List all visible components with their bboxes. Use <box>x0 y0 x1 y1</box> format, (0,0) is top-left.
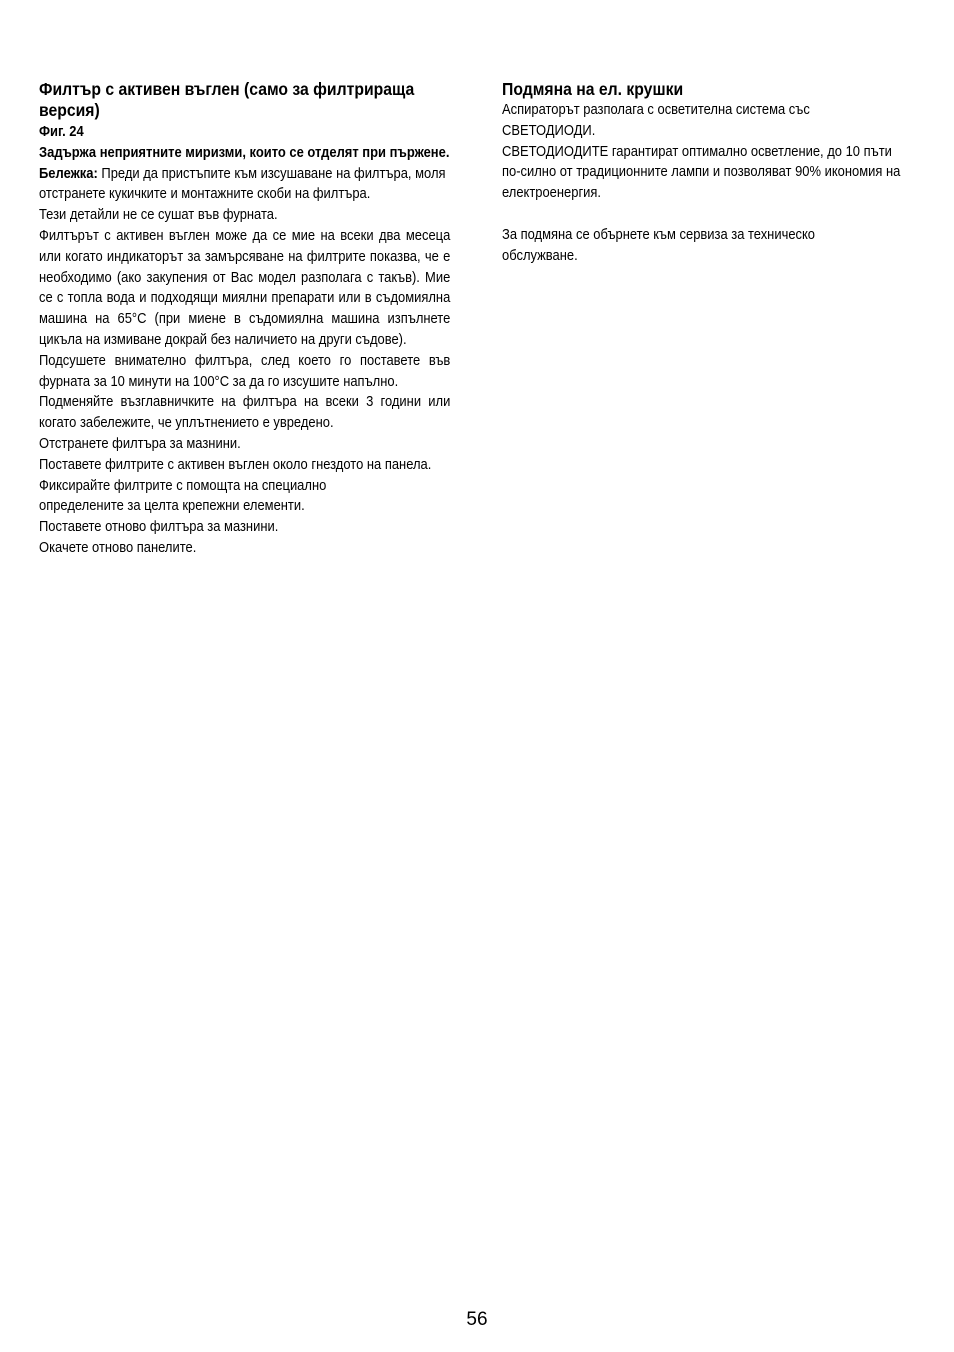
paragraph: Поставете отново филтъра за мазнини. <box>39 519 279 536</box>
paragraph: Подменяйте възглавничките на филтъра на всеки 3 години или когато забележите, че уплътнението е увредено. <box>39 394 451 432</box>
paragraph: Фиксирайте филтрите с помощта на специално определените за целта крепежни елементи. <box>39 477 327 515</box>
section-heading-carbon-filter: Филтър с активен въглен (само за филтрираща версия) <box>39 79 415 120</box>
paragraph: Поставете филтрите с активен въглен около гнездото на панела. <box>39 456 432 473</box>
section-heading-bulb-replacement: Подмяна на ел. крушки <box>502 79 684 99</box>
paragraph: Подсушете внимателно филтъра, след което го поставете във фурната за 10 минути на 100°C за да го изсушите напълно. <box>39 352 451 390</box>
paragraph: Тези детайли не се сушат във фурната. <box>39 207 278 224</box>
paragraph: Окачете отново панелите. <box>39 539 197 556</box>
paragraph: СВЕТОДИОДИТЕ гарантират оптимално осветление, до 10 пъти по-силно от традиционните лампи и позволяват 90% икономия на електроенергия. <box>502 143 901 202</box>
page-number: 56 <box>466 1309 488 1330</box>
paragraph: За подмяна се обърнете към сервиза за техническо обслужване. <box>502 226 816 264</box>
note-label: Бележка: <box>39 165 98 182</box>
figure-reference: Фиг. 24 <box>39 124 84 140</box>
right-column <box>502 79 913 266</box>
left-column <box>39 79 450 559</box>
spacer <box>502 204 913 225</box>
note-text: Преди да пристъпите към изсушаване на филтъра, моля отстранете кукичките и монтажните скоби на филтъра. <box>39 165 446 203</box>
bold-intro: Задържа неприятните миризми, които се отделят при пържене. <box>39 144 450 161</box>
paragraph: Аспираторът разполага с осветителна система със СВЕТОДИОДИ. <box>502 102 810 139</box>
paragraph: Отстранете филтъра за мазнини. <box>39 435 241 452</box>
note-paragraph <box>39 164 450 206</box>
paragraph: Филтърът с активен въглен може да се мие на всеки два месеца или когато индикаторът за замърсяване на филтрите показва, че е необходимо (ако закупения от Вас модел разполага с такъв). Мие се с топла вода и подходящи миялни препарати или в съдомиялна машина на 65°C (при миене в съдомиялна машина изпълнете цикъла на измиване докрай без наличието на други съдове). <box>39 227 451 348</box>
